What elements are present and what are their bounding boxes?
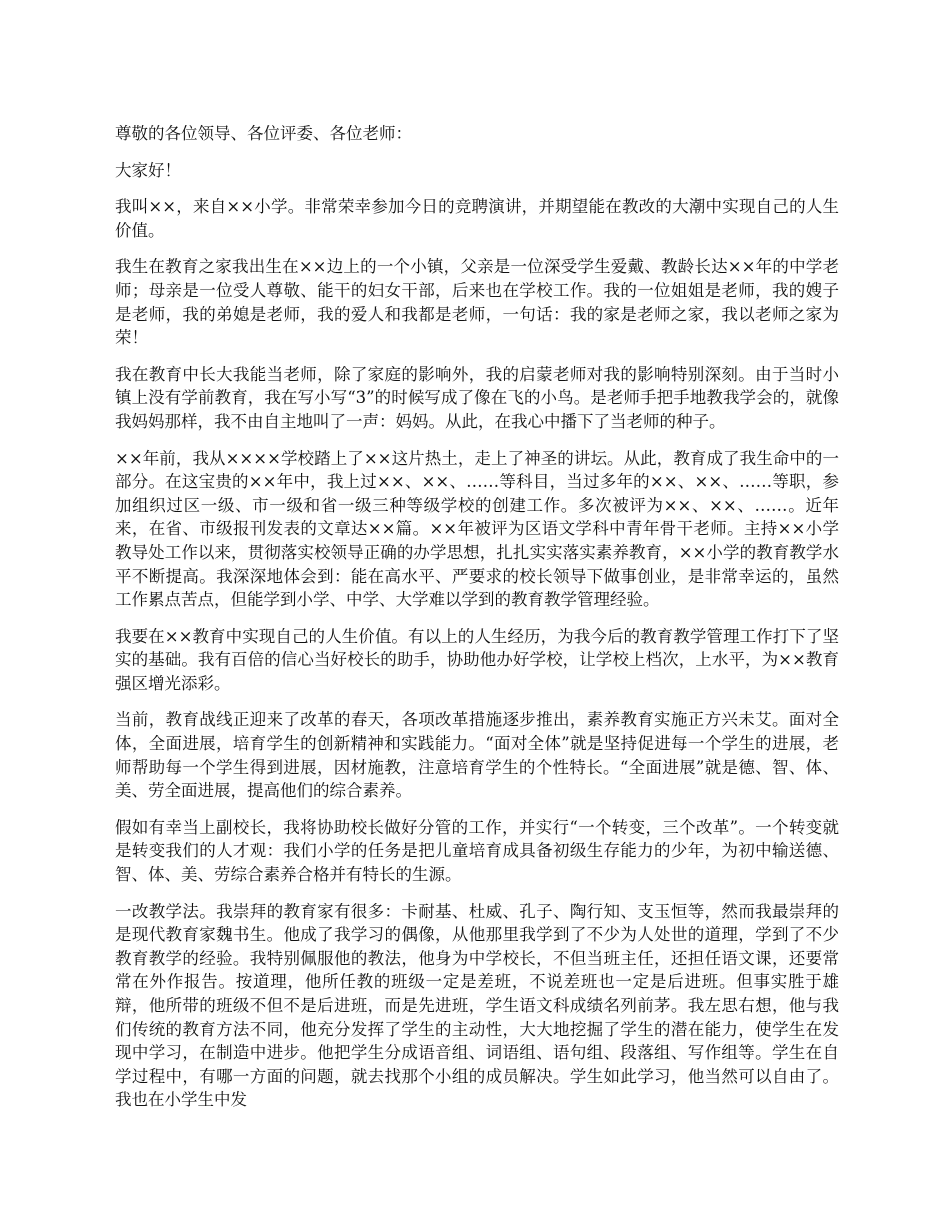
- greeting: 大家好！: [115, 160, 181, 180]
- paragraph-self-intro: 我叫××，来自××小学。非常荣幸参加今日的竞聘演讲，并期望能在教改的大潮中实现自己的人生价值。: [115, 197, 839, 240]
- paragraph-reform: 当前，教育战线正迎来了改革的春天，各项改革措施逐步推出，素养教育实施正方兴未艾。面对全体，全面进展，培育学生的创新精神和实践能力。“面对全体”就是坚持促进每一个学生的进展，老师帮助每一个学生得到进展，因材施教，注意培育学生的个性特长。“全面进展”就是德、智、体、美、劳全面进展，提高他们的综合素养。: [115, 710, 839, 801]
- document-page: [115, 122, 839, 1125]
- paragraph-family: 我生在教育之家我出生在××边上的一个小镇，父亲是一位深受学生爱戴、教龄长达××年的中学老师；母亲是一位受人尊敬、能干的妇女干部，后来也在学校工作。我的一位姐姐是老师，我的嫂子是老师，我的弟媳是老师，我的爱人和我都是老师，一句话：我的家是老师之家，我以老师之家为荣！: [115, 257, 839, 348]
- paragraph-growing-up: 我在教育中长大我能当老师，除了家庭的影响外，我的启蒙老师对我的影响特别深刻。由于当时小镇上没有学前教育，我在写小写“3”的时候写成了像在飞的小鸟。是老师手把手地教我学会的，就像我妈妈那样，我不由自主地叫了一声：妈妈。从此，在我心中播下了当老师的种子。: [115, 364, 839, 431]
- paragraph-teaching-method: 一改教学法。我崇拜的教育家有很多：卡耐基、杜威、孔子、陶行知、支玉恒等，然而我最崇拜的是现代教育家魏书生。他成了我学习的偶像，从他那里我学到了不少为人处世的道理，学到了不少教育教学的经验。我特别佩服他的教法，他身为中学校长，不但当班主任，还担任语文课，还要常常在外作报告。按道理，他所任教的班级一定是差班，不说差班也一定是后进班。但事实胜于雄辩，他所带的班级不但不是后进班，而是先进班，学生语文科成绩名列前茅。我左思右想，他与我们传统的教育方法不同，他充分发挥了学生的主动性，大大地挖掘了学生的潜在能力，使学生在发现中学习，在制造中进步。他把学生分成语音组、词语组、语句组、段落组、写作组等。学生在自学过程中，有哪一方面的问题，就去找那个小组的成员解决。学生如此学习，他当然可以自由了。我也在小学生中发: [115, 901, 839, 1110]
- paragraph-plan: 假如有幸当上副校长，我将协助校长做好分管的工作，并实行“一个转变，三个改革”。一个转变就是转变我们的人才观：我们小学的任务是把儿童培育成具备初级生存能力的少年，为初中输送德、智、体、美、劳综合素养合格并有特长的生源。: [115, 817, 839, 885]
- paragraph-career: ××年前，我从××××学校踏上了××这片热土，走上了神圣的讲坛。从此，教育成了我生命中的一部分。在这宝贵的××年中，我上过××、××、……等科目，当过多年的××、××、……等职，参加组织过区一级、市一级和省一级三种等级学校的创建工作。多次被评为××、××、……。近年来，在省、市级报刊发表的文章达××篇。××年被评为区语文学科中青年骨干老师。主持××小学教导处工作以来，贯彻落实校领导正确的办学思想，扎扎实实落实素养教育，××小学的教育教学水平不断提高。我深深地体会到：能在高水平、严要求的校长领导下做事创业，是非常幸运的，虽然工作累点苦点，但能学到小学、中学、大学难以学到的教育教学管理经验。: [115, 448, 839, 610]
- paragraph-goal: 我要在××教育中实现自己的人生价值。有以上的人生经历，为我今后的教育教学管理工作打下了坚实的基础。我有百倍的信心当好校长的助手，协助他办好学校，让学校上档次，上水平，为××教育强区增光添彩。: [115, 626, 839, 693]
- salutation: 尊敬的各位领导、各位评委、各位老师：: [115, 124, 412, 143]
